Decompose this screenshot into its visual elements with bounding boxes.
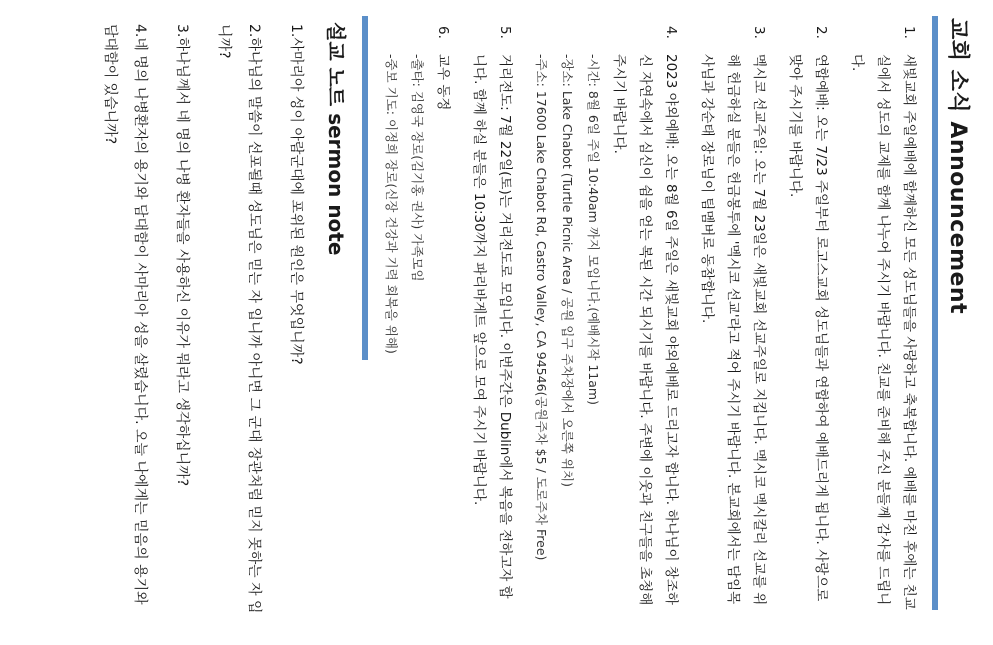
announcement-item-6: [378, 16, 456, 635]
announcement-header: [940, 18, 981, 635]
item-sub-travel: -출타: 김영국 장로(김기홍 권사) 가족모임: [410, 54, 425, 282]
announcement-list: [378, 16, 922, 635]
announcement-divider: [932, 16, 938, 610]
announcement-item-4: [528, 16, 684, 635]
item-text: 2023 야외예배: 오는 8월 6일 주일은 새빛교회 야외예배로 드리고자 합니다. 하나님이 창조하신 자연속에서 심신이 쉼을 얻는 복된 시간 되시기를 바랍니다. 주변에 이웃과 친구들을 초청해 주시기 바랍니다.: [611, 54, 679, 606]
announcement-item-5: [466, 16, 518, 635]
sermon-divider: [362, 16, 368, 360]
item-number: 5.: [497, 26, 513, 39]
announcement-item-1: [844, 16, 922, 635]
item-text: 교우 동정: [435, 54, 451, 111]
item-number: 6.: [435, 26, 451, 39]
item-number: 3.: [751, 26, 767, 39]
announcement-item-2: [782, 16, 834, 635]
item-number: 2.: [813, 26, 829, 39]
item-sub-address: -주소: 17600 Lake Chabot Rd, Castro Valley, CA 94546(공원주차 $5 / 도로주차 Free): [534, 54, 549, 561]
item-body: [528, 54, 684, 635]
item-sub-time: -시간: 8월 6일 주일 10:40am 까지 모입니다.(예배시작 11am): [586, 54, 601, 405]
item-number: 1.: [901, 26, 917, 39]
sermon-question-3: 3.하나님께서 네 명의 나병 환자들을 사용하신 이유가 뭐라고 생각하십니까?: [174, 24, 190, 487]
item-body: [378, 54, 456, 635]
sermon-question-4: 4.네 명의 나병환자의 용기와 담대함이 사마리아 성을 살렸습니다. 오늘 나에게는 믿음의 용기와 담대함이 있습니까?: [102, 24, 148, 605]
announcement-item-3: [694, 16, 772, 635]
announcement-title: 교회 소식 Announcement: [945, 18, 970, 315]
sermon-question-2: 2.하나님의 말씀이 선포될때 성도님은 믿는 자 입니까 아니면 그 군대 장관처럼 믿지 못하는 자 입니까?: [216, 24, 262, 614]
item-text: 멕시코 선교주일: 오는 7월 23일은 새빛교회 선교주일로 지킵니다. 멕시코 멕시칼리 선교를 위해 헌금하실 분들은 헌금봉투에 '멕시코 선교'라고 적어 주시기 바랍니다. 본교회에서는 담임목사님과 강순태 장로님이 팀멤버로 동참합니다.: [699, 54, 767, 606]
sermon-question-list: [95, 16, 311, 635]
item-text: 새빛교회 주일예배에 함께하신 모든 성도님들을 사랑하고 축복합니다. 예배를 마친 후에는 친교실에서 성도의 교제를 함께 나누어 주시기 바랍니다. 친교를 준비해 주신 분들께 감사를 드립니다.: [849, 54, 917, 610]
item-sub-prayer: -중보 기도: 이정희 장로(신장 건강과 기력 회복을 위해): [384, 54, 399, 354]
item-sub-place: -장소: Lake Chabot (Turtle Picnic Area / 공원 입구 주차장에서 오른쪽 위치): [560, 54, 575, 488]
sermon-question-1: 1.사마리아 성이 아람군대에 포위된 원인은 무엇입니까?: [288, 24, 304, 365]
item-number: 4.: [663, 26, 679, 39]
item-text: 연합예배: 오는 7/23 주일부터 로고스교회 성도님들과 연합하여 예배드리게 됩니다. 사랑으로 맞아 주시기를 바랍니다.: [787, 54, 829, 602]
sermon-title: 설교 노트 sermon note: [324, 22, 348, 256]
item-text: 거리전도: 7월 22일(토)는 거리전도로 모입니다. 이번주간은 Dublin에서 복음을 전하고자 합니다. 함께 하실 분들은 10:30까지 파리바게트 앞으로 모여 주시기 바랍니다.: [471, 54, 513, 599]
